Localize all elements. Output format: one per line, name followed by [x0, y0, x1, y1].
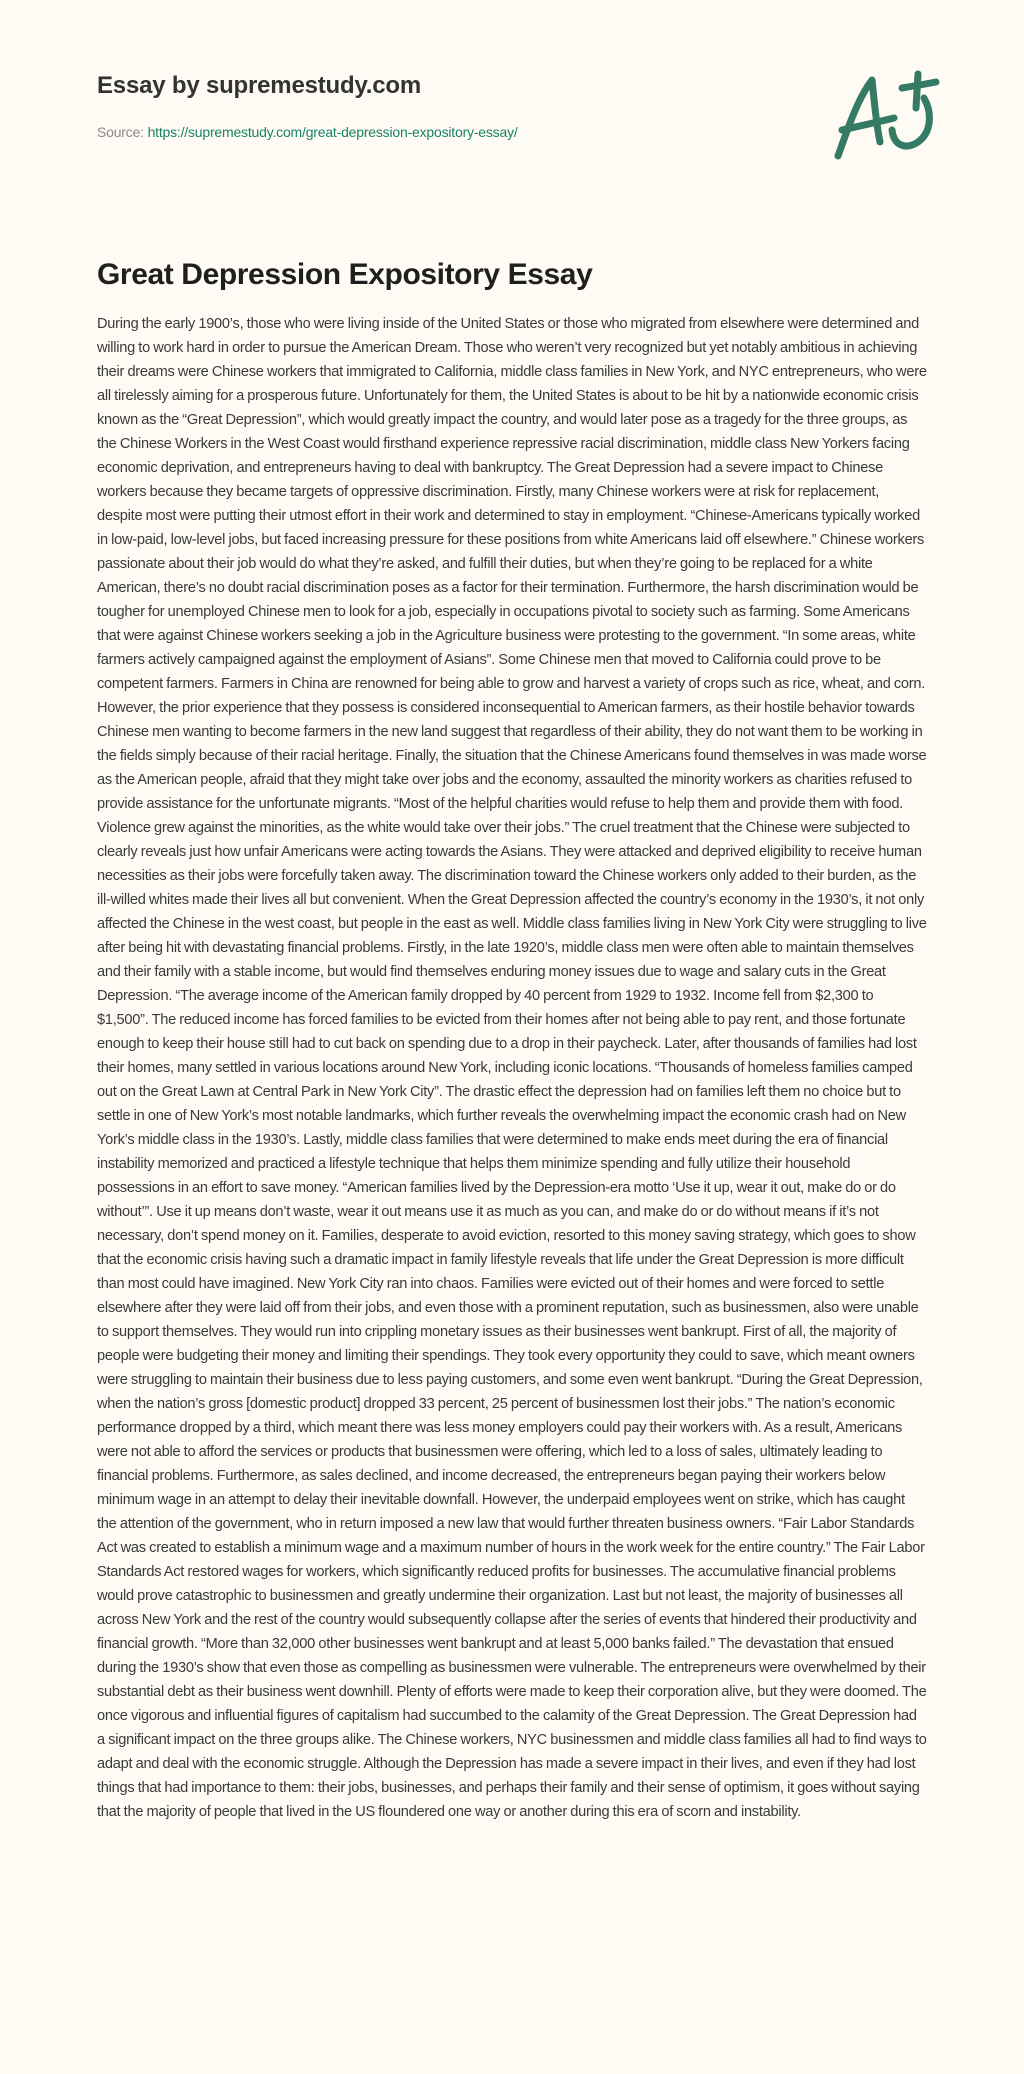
source-label: Source:	[97, 124, 144, 140]
source-line	[97, 124, 518, 140]
page-header	[0, 0, 1024, 190]
a-plus-grade-icon	[820, 68, 950, 168]
essay-body: During the early 1900’s, those who were living inside of the United States or those who migrated from elsewhere were determined and willing to work hard in order to pursue the American Dream. Those who weren’t very recognized but yet notably ambitious in achieving their dreams were Chinese workers that immigrated to California, middle class families in New York, and NYC entrepreneurs, who were all tirelessly aiming for a prosperous future. Unfortunately for them, the United States is about to be hit by a nationwide economic crisis known as the “Great Depression”, which would greatly impact the country, and would later pose as a tragedy for the three groups, as the Chinese Workers in the West Coast would firsthand experience repressive racial discrimination, middle class New Yorkers facing economic deprivation, and entrepreneurs having to deal with bankruptcy. The Great Depression had a severe impact to Chinese workers because they became targets of oppressive discrimination. Firstly, many Chinese workers were at risk for replacement, despite most were putting their utmost effort in their work and determined to stay in employment. “Chinese-Americans typically worked in low-paid, low-level jobs, but faced increasing pressure for these positions from white Americans laid off elsewhere.” Chinese workers passionate about their job would do what they’re asked, and fulfill their duties, but when they’re going to be replaced for a white American, there’s no doubt racial discrimination poses as a factor for their termination. Furthermore, the harsh discrimination would be tougher for unemployed Chinese men to look for a job, especially in occupations pivotal to society such as farming. Some Americans that were against Chinese workers seeking a job in the Agriculture business were protesting to the government. “In some areas, white farmers actively campaigned against the employment of Asians”. Some Chinese men that moved to California could prove to be competent farmers. Farmers in China are renowned for being able to grow and harvest a variety of crops such as rice, wheat, and corn. However, the prior experience that they possess is considered inconsequential to American farmers, as their hostile behavior towards Chinese men wanting to become farmers in the new land suggest that regardless of their ability, they do not want them to be working in the fields simply because of their racial heritage. Finally, the situation that the Chinese Americans found themselves in was made worse as the American people, afraid that they might take over jobs and the economy, assaulted the minority workers as charities refused to provide assistance for the unfortunate migrants. “Most of the helpful charities would refuse to help them and provide them with food. Violence grew against the minorities, as the white would take over their jobs.” The cruel treatment that the Chinese were subjected to clearly reveals just how unfair Americans were acting towards the Asians. They were attacked and deprived eligibility to receive human necessities as their jobs were forcefully taken away. The discrimination toward the Chinese workers only added to their burden, as the ill-willed whites made their lives all but convenient. When the Great Depression affected the country’s economy in the 1930’s, it not only affected the Chinese in the west coast, but people in the east as well. Middle class families living in New York City were struggling to live after being hit with devastating financial problems. Firstly, in the late 1920’s, middle class men were often able to maintain themselves and their family with a stable income, but would find themselves enduring money issues due to wage and salary cuts in the Great Depression. “The average income of the American family dropped by 40 percent from 1929 to 1932. Income fell from $2,300 to $1,500”. The reduced income has forced families to be evicted from their homes after not being able to pay rent, and those fortunate enough to keep their house still had to cut back on spending due to a drop in their paycheck. Later, after thousands of families had lost their homes, many settled in various locations around New York, including iconic locations. “Thousands of homeless families camped out on the Great Lawn at Central Park in New York City”. The drastic effect the depression had on families left them no choice but to settle in one of New York’s most notable landmarks, which further reveals the overwhelming impact the economic crash had on New York’s middle class in the 1930’s. Lastly, middle class families that were determined to make ends meet during the era of financial instability memorized and practiced a lifestyle technique that helps them minimize spending and fully utilize their household possessions in an effort to save money. “American families lived by the Depression-era motto ‘Use it up, wear it out, make do or do without’”. Use it up means don’t waste, wear it out means use it as much as you can, and make do or do without means if it’s not necessary, don’t spend money on it. Families, desperate to avoid eviction, resorted to this money saving strategy, which goes to show that the economic crisis having such a dramatic impact in family lifestyle reveals that life under the Great Depression is more difficult than most could have imagined. New York City ran into chaos. Families were evicted out of their homes and were forced to settle elsewhere after they were laid off from their jobs, and even those with a prominent reputation, such as businessmen, also were unable to support themselves. They would run into crippling monetary issues as their businesses went bankrupt. First of all, the majority of people were budgeting their money and limiting their spendings. They took every opportunity they could to save, which meant owners were struggling to maintain their business due to less paying customers, and some even went bankrupt. “During the Great Depression, when the nation’s gross [domestic product] dropped 33 percent, 25 percent of businessmen lost their jobs.” The nation’s economic performance dropped by a third, which meant there was less money employers could pay their workers with. As a result, Americans were not able to afford the services or products that businessmen were offering, which led to a loss of sales, ultimately leading to financial problems. Furthermore, as sales declined, and income decreased, the entrepreneurs began paying their workers below minimum wage in an attempt to delay their inevitable downfall. However, the underpaid employees went on strike, which has caught the attention of the government, who in return imposed a new law that would further threaten business owners. “Fair Labor Standards Act was created to establish a minimum wage and a maximum number of hours in the work week for the entire country.” The Fair Labor Standards Act restored wages for workers, which significantly reduced profits for businesses. The accumulative financial problems would prove catastrophic to businessmen and greatly undermine their organization. Last but not least, the majority of businesses all across New York and the rest of the country would subsequently collapse after the series of events that hindered their productivity and financial growth. “More than 32,000 other businesses went bankrupt and at least 5,000 banks failed.” The devastation that ensued during the 1930’s show that even those as compelling as businessmen were vulnerable. The entrepreneurs were overwhelmed by their substantial debt as their business went downhill. Plenty of efforts were made to keep their corporation alive, but they were doomed. The once vigorous and influential figures of capitalism had succumbed to the calamity of the Great Depression. The Great Depression had a significant impact on the three groups alike. The Chinese workers, NYC businessmen and middle class families all had to find ways to adapt and deal with the economic struggle. Although the Depression has made a severe impact in their lives, and even if they had lost things that had importance to them: their jobs, businesses, and perhaps their family and their sense of optimism, it goes without saying that the majority of people that lived in the US floundered one way or another during this era of scorn and instability.	[97, 316, 927, 1820]
source-link[interactable]: https://supremestudy.com/great-depression-expository-essay/	[147, 124, 518, 140]
site-title: Essay by supremestudy.com	[97, 72, 422, 99]
essay-title: Great Depression Expository Essay	[97, 258, 593, 291]
